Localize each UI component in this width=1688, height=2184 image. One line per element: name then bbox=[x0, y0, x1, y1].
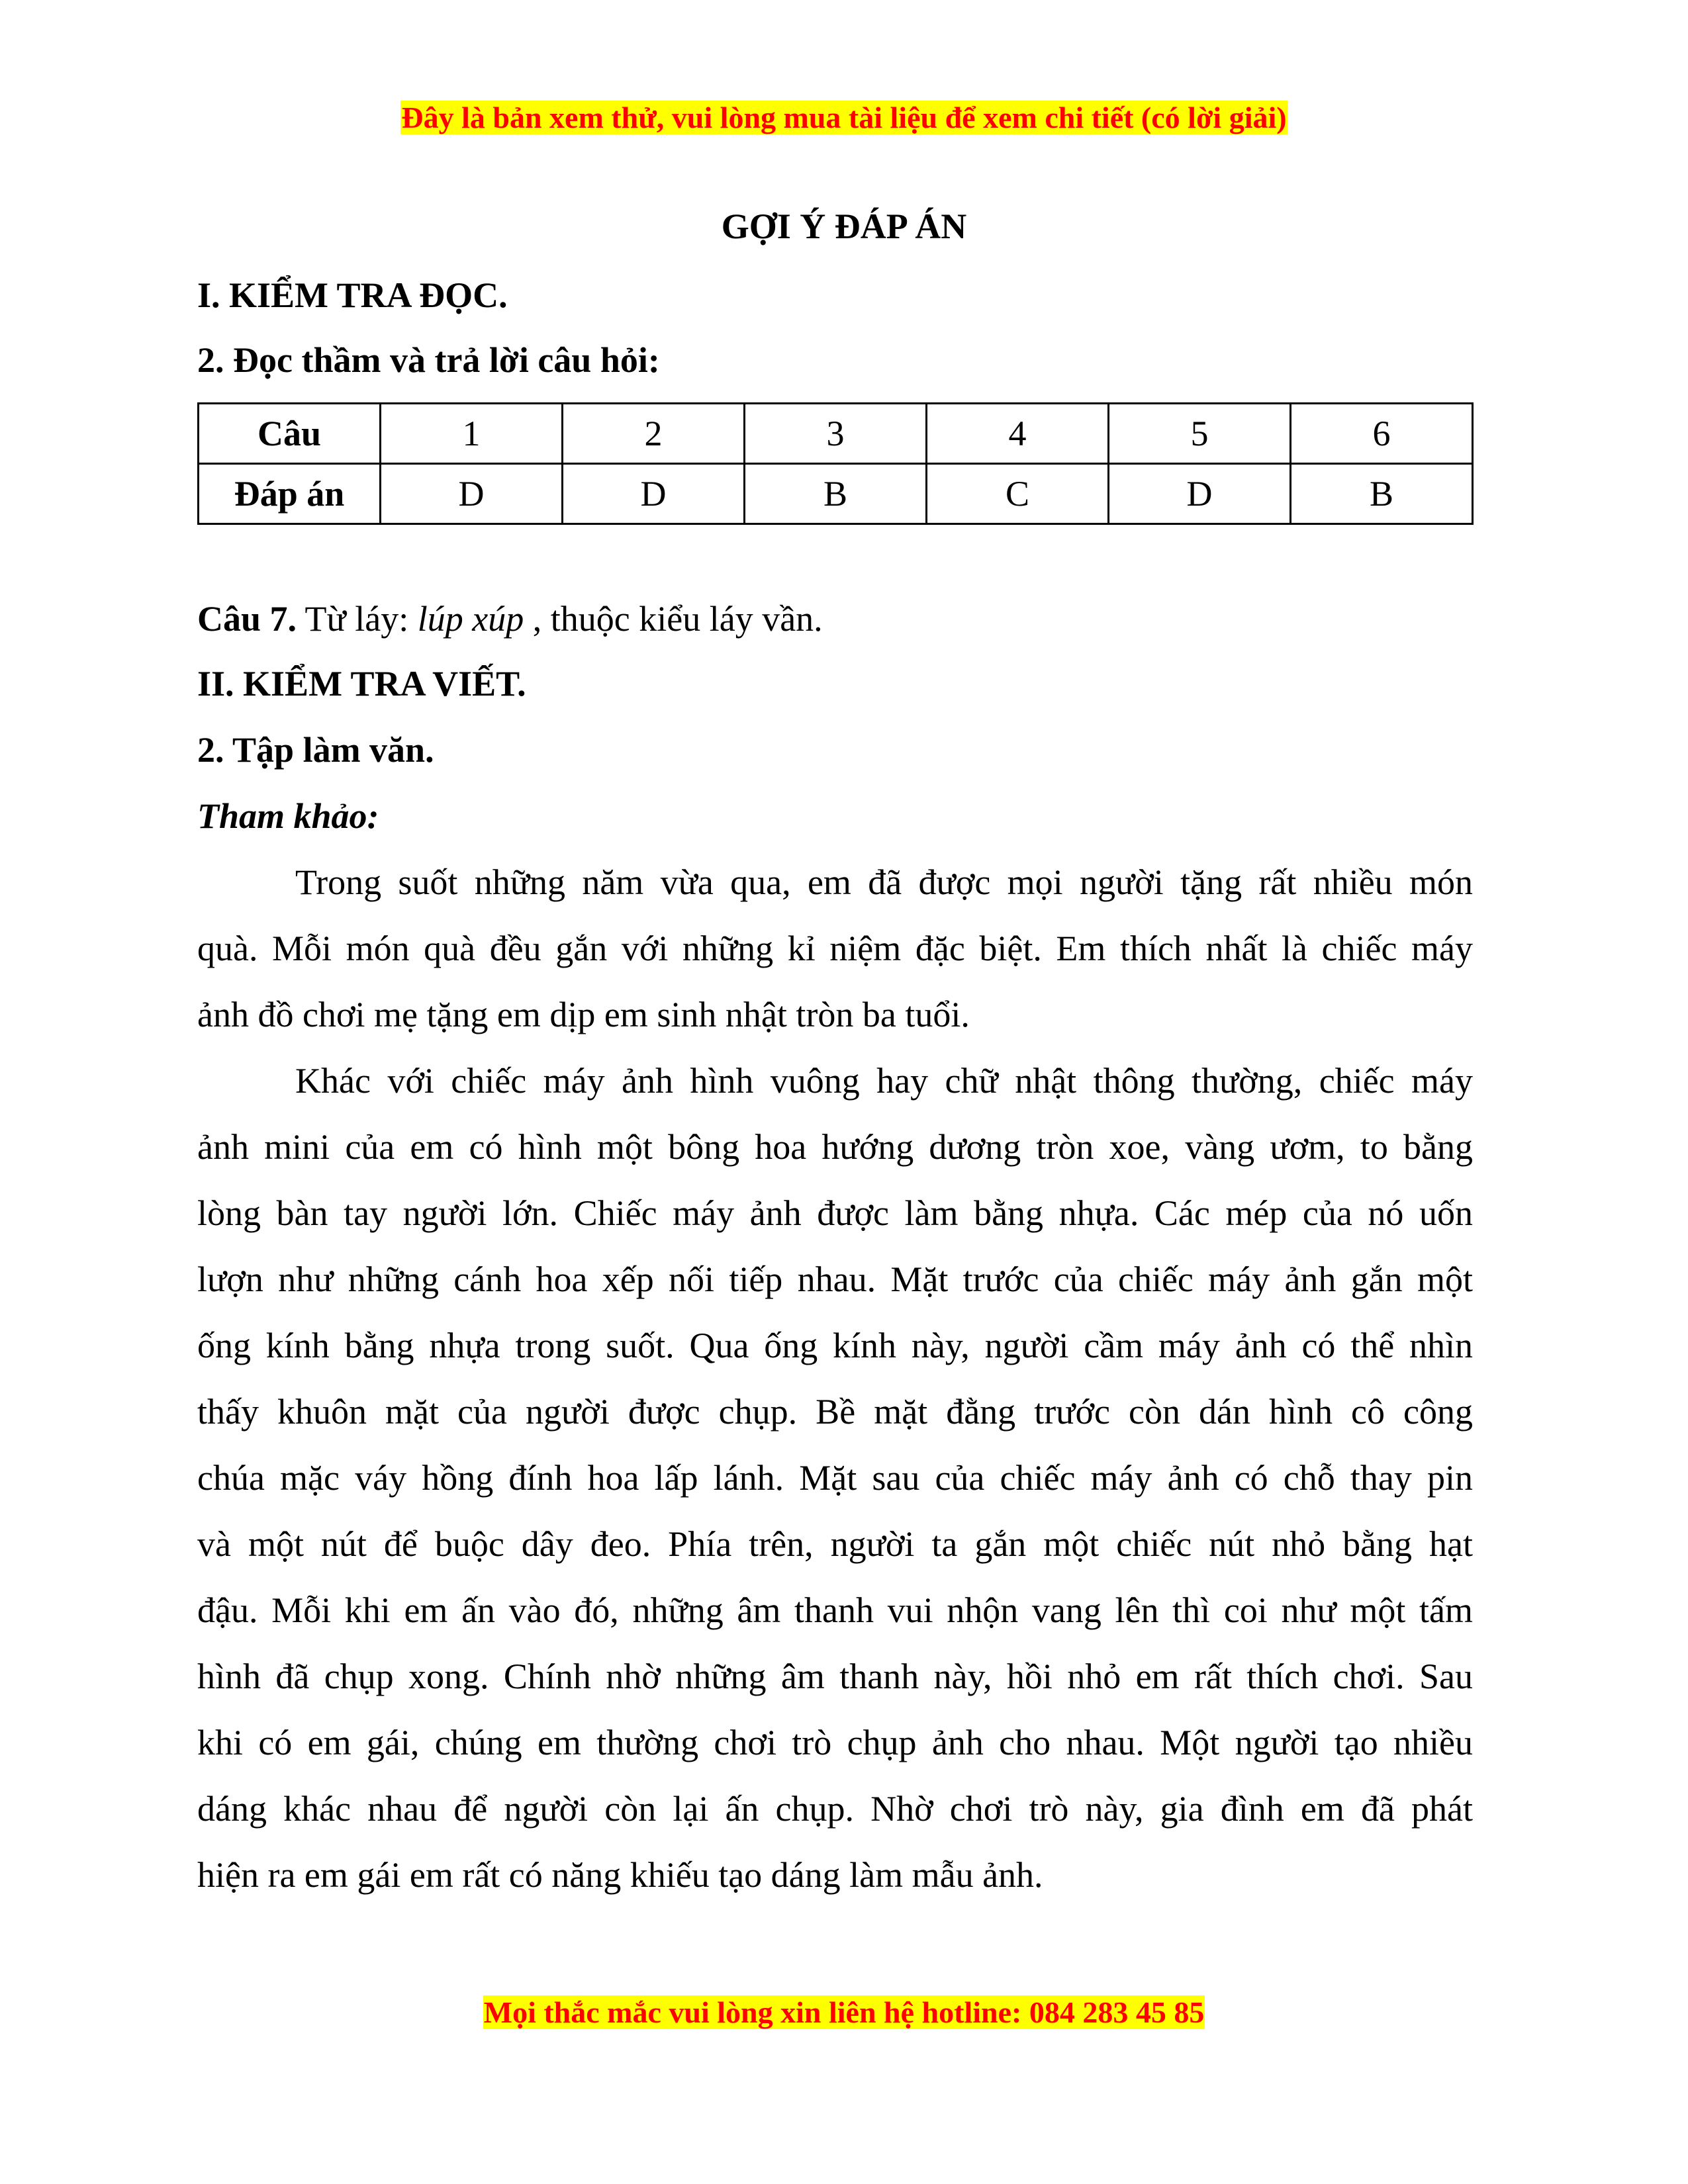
preview-notice-banner bbox=[0, 99, 1688, 136]
paragraph-line: thấy khuôn mặt của người được chụp. Bề mặt đằng trước còn dán hình cô công bbox=[197, 1392, 1473, 1432]
paragraph-line: hiện ra em gái em rất có năng khiếu tạo dáng làm mẫu ảnh. bbox=[197, 1855, 1043, 1895]
paragraph-line: ảnh đồ chơi mẹ tặng em dịp em sinh nhật tròn ba tuổi. bbox=[197, 995, 970, 1034]
subheading-silent-reading: 2. Đọc thầm và trả lời câu hỏi: bbox=[197, 340, 660, 380]
document-title: GỢI Ý ĐÁP ÁN bbox=[721, 206, 967, 246]
paragraph-line: lòng bàn tay người lớn. Chiếc máy ảnh được làm bằng nhựa. Các mép của nó uốn bbox=[197, 1193, 1473, 1233]
hotline-text: Mọi thắc mắc vui lòng xin liên hệ hotline: 084 283 45 85 bbox=[483, 1995, 1205, 2029]
preview-notice-text: Đây là bản xem thử, vui lòng mua tài liệu để xem chi tiết (có lời giải) bbox=[401, 101, 1287, 134]
paragraph-line: Khác với chiếc máy ảnh hình vuông hay chữ nhật thông thường, chiếc máy bbox=[295, 1061, 1473, 1101]
question-number: 1 bbox=[381, 404, 563, 464]
question-7-label: Câu 7. bbox=[197, 599, 297, 639]
paragraph-line: khi có em gái, chúng em thường chơi trò chụp ảnh cho nhau. Một người tạo nhiều bbox=[197, 1723, 1473, 1762]
table-row-answers bbox=[199, 464, 1473, 524]
answer-cell: D bbox=[1109, 464, 1291, 524]
row-header-question: Câu bbox=[199, 404, 381, 464]
question-number: 2 bbox=[563, 404, 745, 464]
reference-label: Tham khảo: bbox=[197, 796, 379, 836]
paragraph-line: Trong suốt những năm vừa qua, em đã được mọi người tặng rất nhiều món bbox=[295, 862, 1473, 902]
paragraph-line: dáng khác nhau để người còn lại ấn chụp. Nhờ chơi trò này, gia đình em đã phát bbox=[197, 1789, 1473, 1829]
hotline-banner bbox=[0, 1994, 1688, 2031]
answer-cell: D bbox=[381, 464, 563, 524]
table-row-questions bbox=[199, 404, 1473, 464]
paragraph-line: đậu. Mỗi khi em ấn vào đó, những âm thanh vui nhộn vang lên thì coi như một tấm bbox=[197, 1590, 1473, 1630]
section-heading-writing: II. KIỂM TRA VIẾT. bbox=[197, 664, 526, 704]
paragraph-line: và một nút để buộc dây đeo. Phía trên, người ta gắn một chiếc nút nhỏ bằng hạt bbox=[197, 1524, 1473, 1564]
question-7-answer bbox=[197, 598, 1473, 640]
answer-cell: B bbox=[1291, 464, 1473, 524]
paragraph-line: ảnh mini của em có hình một bông hoa hướng dương tròn xoe, vàng ươm, to bằng bbox=[197, 1127, 1473, 1167]
question-7-text-after: , thuộc kiểu láy vần. bbox=[524, 599, 823, 639]
essay-paragraph-1 bbox=[197, 849, 1473, 1048]
essay-paragraph-2 bbox=[197, 1048, 1473, 1908]
answer-cell: B bbox=[745, 464, 927, 524]
question-number: 5 bbox=[1109, 404, 1291, 464]
question-7-text-before: Từ láy: bbox=[297, 599, 418, 639]
question-number: 4 bbox=[927, 404, 1109, 464]
paragraph-line: lượn như những cánh hoa xếp nối tiếp nhau. Mặt trước của chiếc máy ảnh gắn một bbox=[197, 1259, 1473, 1299]
section-heading-reading: I. KIỂM TRA ĐỌC. bbox=[197, 275, 508, 315]
answer-cell: D bbox=[563, 464, 745, 524]
subheading-composition: 2. Tập làm văn. bbox=[197, 730, 434, 770]
answer-cell: C bbox=[927, 464, 1109, 524]
question-number: 3 bbox=[745, 404, 927, 464]
question-number: 6 bbox=[1291, 404, 1473, 464]
paragraph-line: chúa mặc váy hồng đính hoa lấp lánh. Mặt sau của chiếc máy ảnh có chỗ thay pin bbox=[197, 1458, 1473, 1498]
answer-table bbox=[197, 402, 1474, 525]
paragraph-line: ống kính bằng nhựa trong suốt. Qua ống kính này, người cầm máy ảnh có thể nhìn bbox=[197, 1326, 1473, 1365]
paragraph-line: hình đã chụp xong. Chính nhờ những âm thanh này, hồi nhỏ em rất thích chơi. Sau bbox=[197, 1657, 1473, 1696]
row-header-answer: Đáp án bbox=[199, 464, 381, 524]
paragraph-line: quà. Mỗi món quà đều gắn với những kỉ niệm đặc biệt. Em thích nhất là chiếc máy bbox=[197, 929, 1473, 968]
question-7-word: lúp xúp bbox=[417, 599, 524, 639]
